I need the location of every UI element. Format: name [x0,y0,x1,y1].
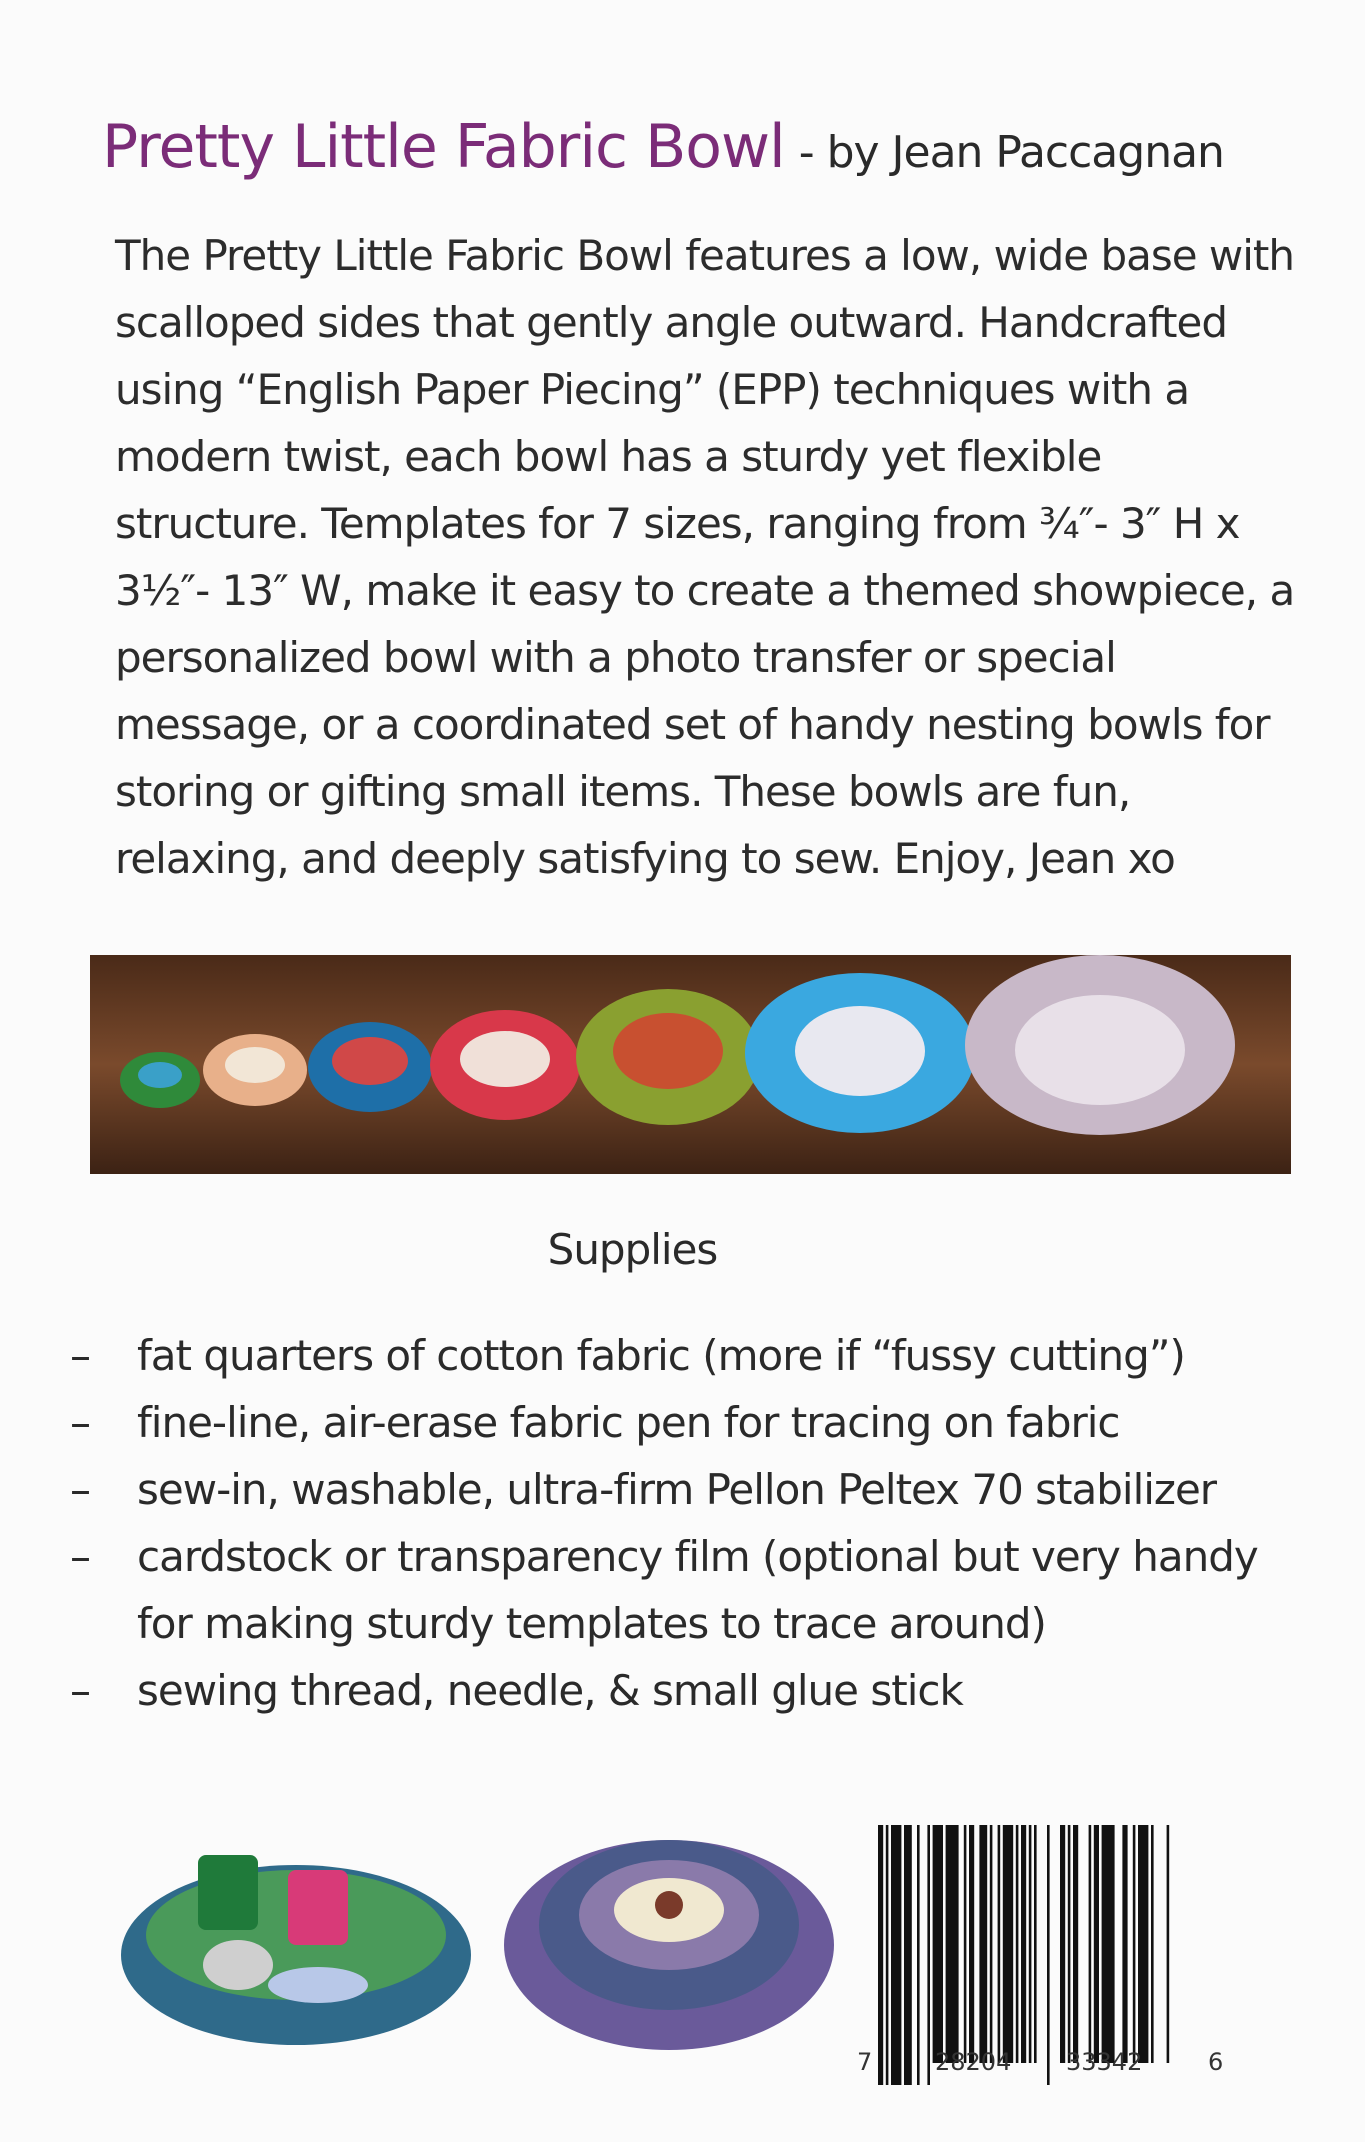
barcode-digit: 33342 [1066,2048,1143,2076]
list-item [70,1523,1320,1657]
list-item [70,1322,1320,1389]
supplies-list [70,1322,1320,1724]
title-text: Pretty Little Fabric Bowl [102,112,785,182]
list-dash: – [70,1666,90,1715]
sewing-bowl-photo [118,1815,474,2055]
author-byline: - by Jean Paccagnan [798,127,1224,178]
supply-text: fat quarters of cotton fabric (more if “fussy cutting”) [137,1331,1185,1380]
list-item [70,1389,1320,1456]
barcode-digit: 6 [1208,2048,1224,2076]
list-item [70,1657,1320,1724]
supplies-heading: Supplies [547,1225,718,1274]
supply-text: fine-line, air-erase fabric pen for tracing on fabric [137,1398,1120,1447]
list-dash: – [70,1532,90,1581]
bowl-set-photo [90,955,1291,1174]
list-item [70,1456,1320,1523]
supply-text: cardstock or transparency film (optional but very handy for making sturdy templates to trace around) [137,1532,1258,1648]
description-paragraph: The Pretty Little Fabric Bowl features a low, wide base with scalloped sides that gently angle outward. Handcrafted using “English Paper Piecing” (EPP) techniques with a modern twist, each bowl has a sturdy yet flexible structure. Templates for 7 sizes, ranging from ¾″- 3″ H x 3½″- 13″ W, make it easy to create a themed showpiece, a personalized bowl with a photo transfer or special message, or a coordinated set of handy nesting bowls for storing or gifting small items. These bowls are fun, relaxing, and deeply satisfying to sew. Enjoy, Jean xo [115,231,1295,883]
nested-bowls-photo [503,1805,836,2055]
barcode-digit: 28204 [935,2048,1012,2076]
barcode [870,1800,1210,2085]
supply-text: sew-in, washable, ultra-firm Pellon Peltex 70 stabilizer [137,1465,1217,1514]
supply-text: sewing thread, needle, & small glue stick [137,1666,963,1715]
pattern-title [102,112,1224,182]
list-dash: – [70,1331,90,1380]
list-dash: – [70,1398,90,1447]
barcode-digit: 7 [857,2048,873,2076]
list-dash: – [70,1465,90,1514]
